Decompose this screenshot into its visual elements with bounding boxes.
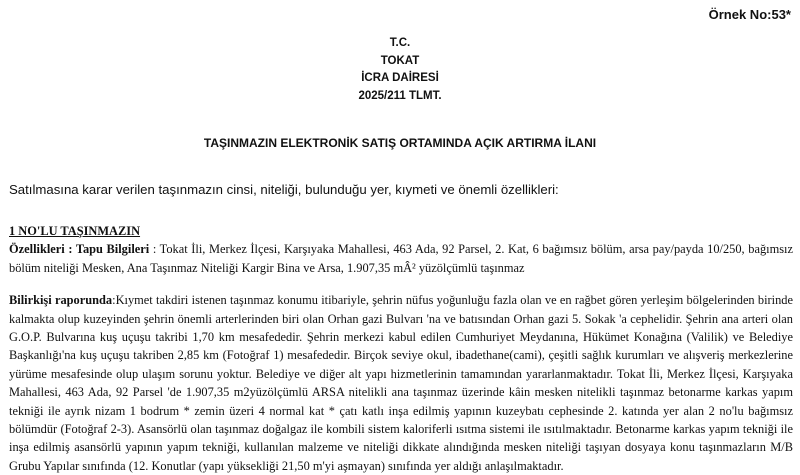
header-line-office: İCRA DAİRESİ (361, 72, 439, 84)
document-header (0, 35, 800, 105)
page-title: TAŞINMAZIN ELEKTRONİK SATIŞ ORTAMINDA AÇIK ARTIRMA İLANI (203, 136, 597, 150)
intro-text: Satılmasına karar verilen taşınmazın cinsi, niteliği, bulunduğu yer, kıymeti ve önemli özellikleri: (9, 182, 559, 197)
paragraph-spacer (9, 277, 793, 291)
header-line-tc: T.C. (389, 37, 411, 49)
report-paragraph (9, 291, 793, 475)
example-number: Örnek No:53* (708, 7, 791, 22)
property-section (9, 222, 793, 475)
header-file-number: 2025/211 TLMT. (358, 89, 442, 102)
section-title: 1 NO'LU TAŞINMAZIN (9, 224, 141, 238)
features-label: Özellikleri : Tapu Bilgileri (9, 242, 150, 257)
features-paragraph (9, 240, 793, 277)
features-text: : Tokat İli, Merkez İlçesi, Karşıyaka Mahallesi, 463 Ada, 92 Parsel, 2. Kat, 6 bağımsız bölüm, arsa pay/payda 10/250, bağımsız bölüm niteliği Mesken, Ana Taşınmaz Niteliği Kargir Bina ve Arsa, 1.907,35 mÂ² yüzölçümlü taşınmaz (9, 242, 793, 275)
report-text: :Kıymet takdiri istenen taşınmaz konumu itibariyle, şehrin nüfus yoğunluğu fazla olan ve en rağbet gören yerleşim bölgelerinden birinde kalmakta olup kuzeyinden şehrin önemli arterlerinden biri olan Orhan gazi Bulvarı 'na ve batısından Orhan gazi 5. Sokak 'a cephelidir. Şehrin ana arteri olan G.O.P. Bulvarına kuş uçuşu takribi 1,70 km mesafededir. Şehrin merkezi kabul edilen Cumhuriyet Meydanına, Hükümet Konağına (Valilik) ve Belediye Başkanlığı'na kuş uçuşu takriben 2,85 km (Fotoğraf 1) mesafededir. Birçok seviye okul, ibadethane(cami), çeşitli sağlık kurumları ve alışveriş merkezlerine yürüme mesafesinde olup ulaşım sorunu yoktur. Belediye ve diğer alt yapı hizmetlerinin tamamından yararlanmaktadır. Tokat İli, Merkez İlçesi, Karşıyaka Mahallesi, 463 Ada, 92 Parsel 'de 1.907,35 m2yüzölçümlü ARSA nitelikli ana taşınmaz üzerinde kâin mesken nitelikli taşınmaz betonarme karkas yapım tekniği ile ayrık nizam 1 bodrum * zemin üzeri 4 normal kat * çatı katlı inşa edilmiş yapının kuzeybatı cephesinde 2. katında yer alan 2 no'lu bağımsız bölümdür (Fotoğraf 2-3). Asansörlü olan taşınmaz doğalgaz ile kombili sistem kaloriferli ısıtma sistemi ile ısıtılmaktadır. Betonarme karkas yapım tekniği ile inşa edilmiş asansörlü yapının yapım tekniği, kullanılan malzeme ve niteliği dikkate alındığında mesken niteliği taşıyan dosyaya konu taşınmazların M/B Grubu Yapılar sınıfında (12. Konutlar (yapı yüksekliği 21,50 m'yi aşmayan) sınıfında yer aldığı anlaşılmaktadır. (9, 293, 794, 473)
header-line-city: TOKAT (380, 54, 420, 67)
report-label: Bilirkişi raporunda (9, 293, 113, 308)
